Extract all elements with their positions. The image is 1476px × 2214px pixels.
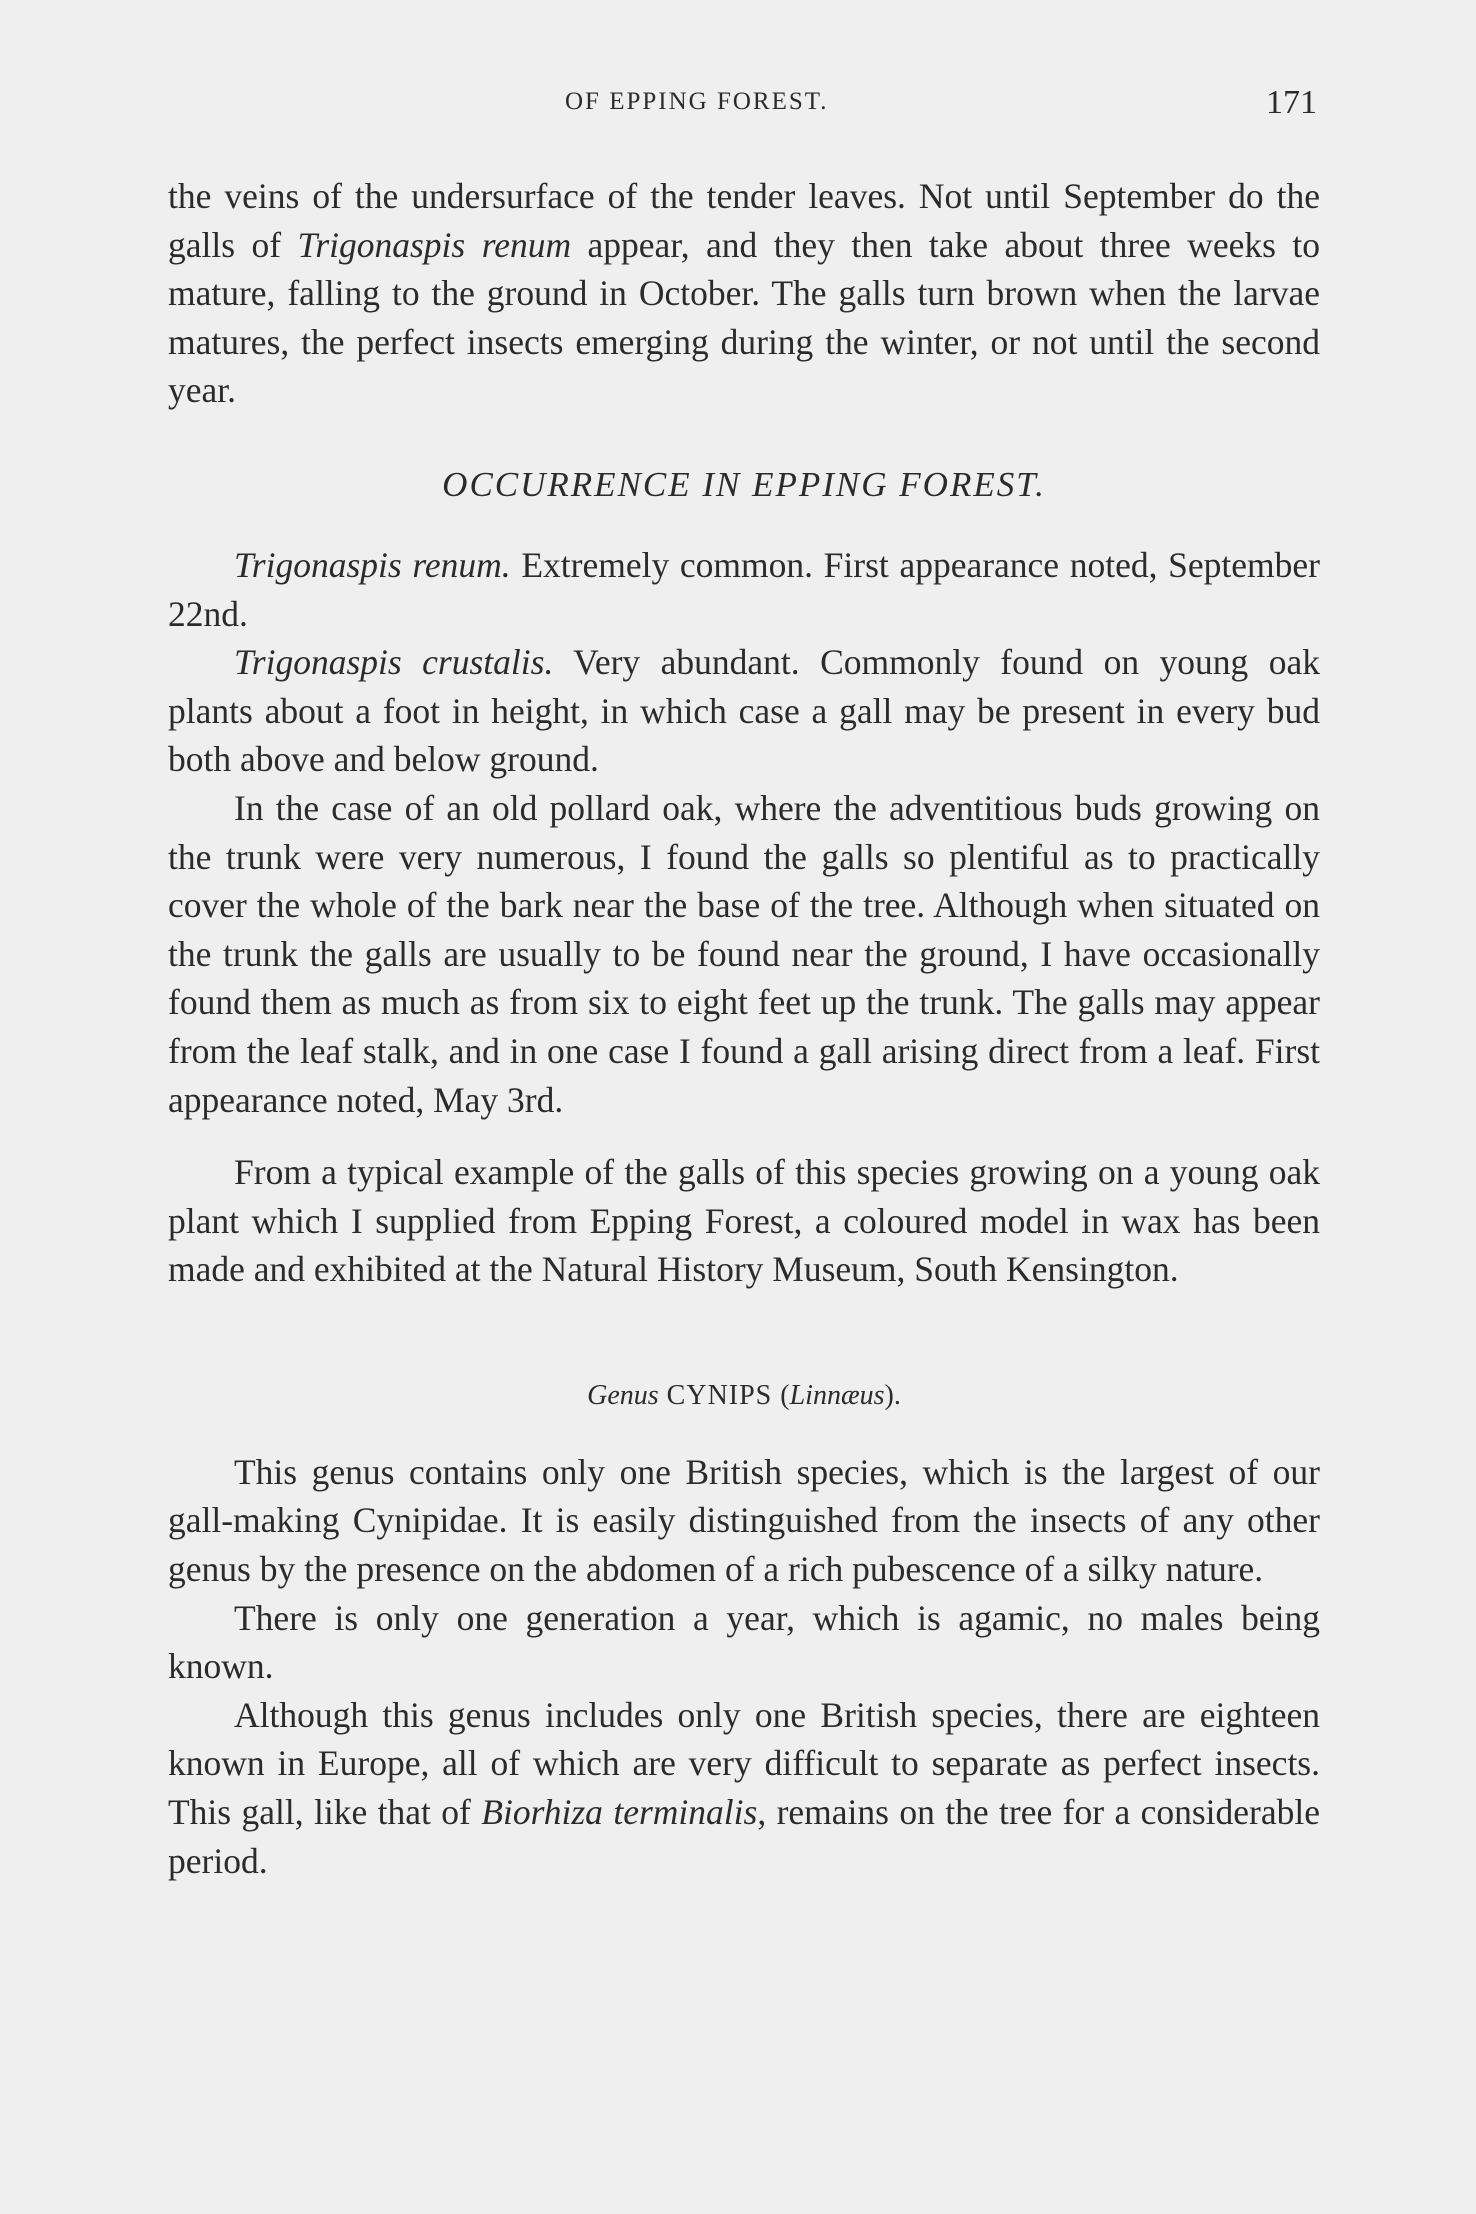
- intro-text-2: appear, and they then take about three weeks to mature, falling to the ground in October. The galls turn brown when the larvae matures, the perfect insects emerging during the winter, or not until the second year.: [168, 224, 1320, 411]
- generation-paragraph: There is only one generation a year, which is agamic, no males being known.: [168, 1597, 1320, 1687]
- entry-species: Trigonaspis renum.: [234, 544, 511, 585]
- genus-authority: Linnæus: [789, 1379, 885, 1411]
- entry-text: Extremely common. First appearance noted, September 22nd.: [168, 544, 1320, 634]
- genus-heading: [168, 1380, 1320, 1412]
- model-paragraph: From a typical example of the galls of this species growing on a young oak plant which I supplied from Epping Forest, a coloured model in wax has been made and exhibited at the Natural History Museum, South Kensington.: [168, 1152, 1320, 1290]
- intro-paragraph: [168, 172, 1320, 415]
- paragraph-gap: [168, 1124, 1320, 1148]
- final-text-1: Although this genus includes only one British species, there are eighteen known in Europe, all of which are very difficult to separate as perfect insects. This gall, like that of: [168, 1694, 1320, 1833]
- entry-text: Very abundant. Commonly found on young oak plants about a foot in height, in which case a gall may be present in every bud both above and below ground.: [168, 642, 1320, 780]
- genus-name: CYNIPS: [658, 1379, 781, 1411]
- final-paragraph: [168, 1691, 1320, 1885]
- body-text: [168, 172, 1320, 1885]
- entry-trigonaspis-crustalis: [168, 638, 1320, 784]
- species-name: Trigonaspis renum: [297, 224, 572, 265]
- running-head: [0, 84, 1476, 128]
- page-number: 171: [1266, 84, 1317, 121]
- cynips-paragraph: This genus contains only one British species, which is the largest of our gall-making Cynipidae. It is easily distinguished from the insects of any other genus by the presence on the abdomen of a rich pubescence of a silky nature.: [168, 1451, 1320, 1590]
- intro-text-1: the veins of the undersurface of the tender leaves. Not until September do the galls of: [168, 176, 1320, 265]
- occurrence-heading: OCCURRENCE IN EPPING FOREST.: [442, 464, 1046, 504]
- final-text-2: , remains on the tree for a considerable period.: [168, 1792, 1320, 1881]
- pollard-paragraph: In the case of an old pollard oak, where the adventitious buds growing on the trunk were very numerous, I found the galls so plentiful as to practically cover the whole of the bark near the base of the tree. Although when situated on the trunk the galls are usually to be found near the ground, I have occasionally found them as much as from six to eight feet up the trunk. The galls may appear from the leaf stalk, and in one case I found a gall arising direct from a leaf. First appearance noted, May 3rd.: [168, 787, 1320, 1120]
- entry-trigonaspis-renum: [168, 541, 1320, 638]
- species-name: Biorhiza terminalis: [481, 1792, 758, 1833]
- genus-word: Genus: [587, 1379, 659, 1411]
- authority-open: (: [780, 1379, 790, 1411]
- running-title: OF EPPING FOREST.: [565, 88, 829, 115]
- authority-close: ).: [884, 1379, 901, 1411]
- entry-species: Trigonaspis crustalis.: [234, 642, 554, 683]
